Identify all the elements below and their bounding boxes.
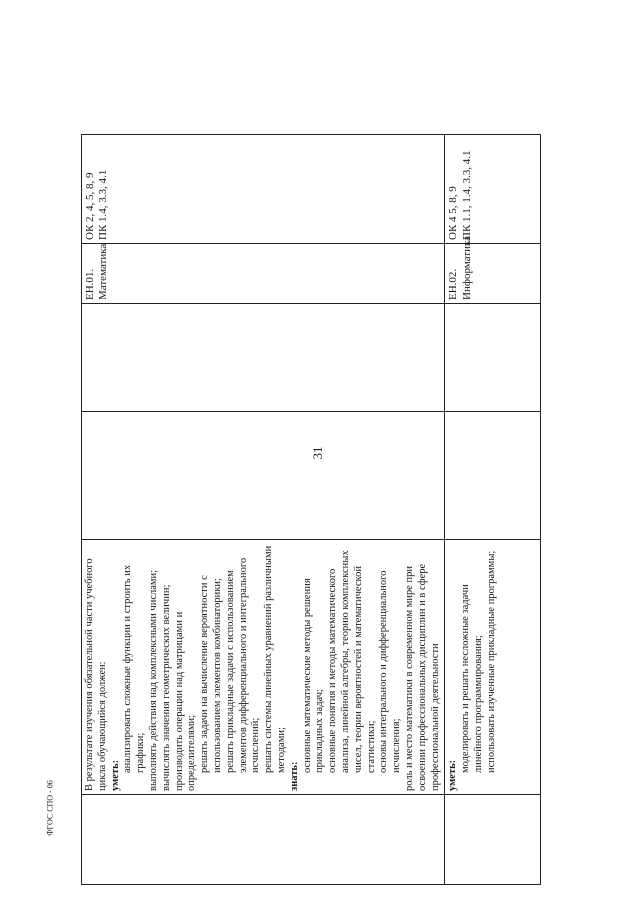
competency-ok: ОК 2, 4, 5, 8, 9	[84, 172, 96, 240]
index-cell	[445, 795, 541, 885]
discipline-cell	[445, 235, 541, 304]
discipline-name: ЕН.02. Информатика	[447, 235, 473, 300]
list-item: производить операции над матрицами и определителями;	[173, 611, 198, 791]
requirements-cell	[445, 540, 541, 795]
list-item: вычислять значения геометрических величин;	[160, 584, 172, 791]
competency-pk: ПК 1.4, 3.3, 4.1	[97, 169, 110, 240]
list-item: основные математические методы решения прикладных задач;	[301, 578, 326, 773]
empty-cell	[82, 304, 445, 412]
empty-cell	[82, 412, 445, 540]
list-item: решать прикладные задачи с использованием элементов дифференциального и интегрального исчислений;	[224, 557, 262, 773]
curriculum-table-wrapper	[81, 135, 541, 885]
footer-code: ФГОС СПО - 06	[45, 780, 55, 836]
table-row	[445, 135, 541, 885]
list-item: основы интегрального и дифференциального исчисления;	[378, 570, 403, 773]
list-item: использовать изученные прикладные программы;	[485, 550, 497, 773]
requirements-cell	[82, 540, 445, 795]
competencies-cell	[82, 135, 445, 244]
discipline-cell	[82, 244, 445, 304]
list-item: моделировать и решать несложные задачи линейного программирования;	[460, 584, 484, 773]
empty-cell	[445, 412, 541, 540]
table-row	[82, 135, 445, 885]
discipline-name: ЕН.01. Математика	[84, 243, 110, 300]
znat-label: знать:	[288, 761, 300, 791]
list-item: основные понятия и методы математического анализа, линейной алгебры, теорию комплексных чисел, теории вероятностей и математической статистики;	[327, 550, 377, 773]
curriculum-table	[81, 134, 541, 885]
umet-label: уметь:	[447, 759, 459, 791]
list-item: анализировать сложные функции и строить их графики;	[122, 564, 147, 773]
competencies-cell	[445, 135, 541, 244]
competency-pk: ПК 1.1, 1.4, 3.3, 4.1	[460, 150, 473, 240]
page-number: 31	[310, 446, 325, 460]
list-item: решать задачи на вычисление вероятности с использованием элементов комбинаторики;	[199, 575, 223, 773]
empty-cell	[445, 304, 541, 412]
umet-label: уметь:	[109, 759, 121, 791]
list-item: решать системы линейных уравнений различными методами;	[263, 545, 287, 773]
list-item: роль и место математики в современном мире при освоении профессиональных дисциплин и в сфере профессиональной деятельности	[403, 563, 441, 791]
index-cell	[82, 795, 445, 885]
competency-ok: ОК 4 5, 8, 9	[447, 186, 460, 240]
list-item: выполнять действия над комплексными числами;	[147, 569, 159, 791]
requirements-intro: В результате изучения обязательной части учебного цикла обучающийся должен:	[84, 558, 108, 791]
